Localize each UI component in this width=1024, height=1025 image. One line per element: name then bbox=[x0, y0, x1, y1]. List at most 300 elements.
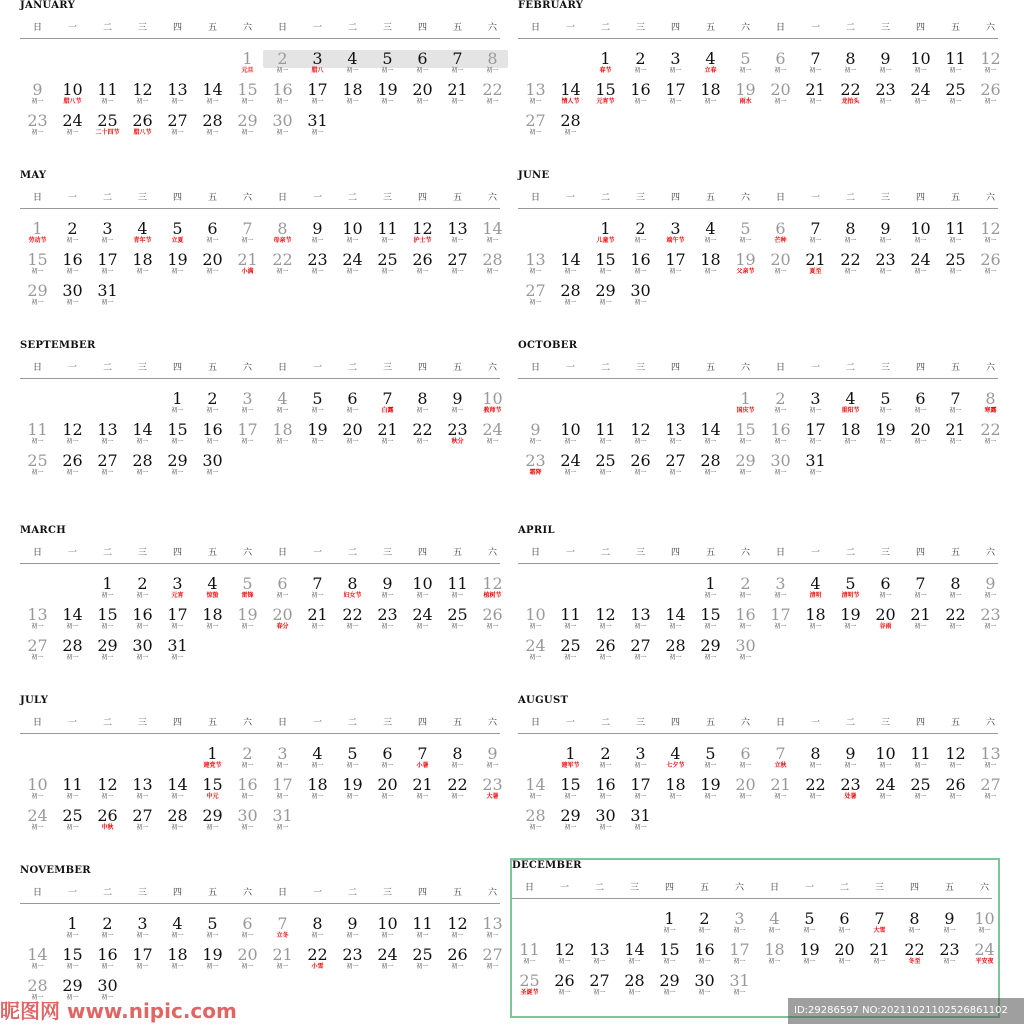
day-cell[interactable] bbox=[405, 251, 440, 281]
day-cell[interactable] bbox=[195, 81, 230, 111]
day-cell[interactable] bbox=[370, 946, 405, 976]
day-cell[interactable] bbox=[125, 807, 160, 837]
day-cell[interactable] bbox=[518, 421, 553, 451]
day-cell[interactable] bbox=[518, 776, 553, 806]
day-cell[interactable] bbox=[588, 637, 623, 667]
day-cell[interactable] bbox=[693, 452, 728, 482]
day-cell[interactable] bbox=[405, 946, 440, 976]
day-cell[interactable] bbox=[763, 390, 798, 420]
day-cell[interactable] bbox=[125, 112, 160, 142]
day-cell[interactable] bbox=[230, 251, 265, 281]
day-cell[interactable] bbox=[763, 606, 798, 636]
day-cell[interactable] bbox=[553, 112, 588, 142]
day-cell[interactable] bbox=[868, 745, 903, 775]
day-cell[interactable] bbox=[300, 575, 335, 605]
day-cell[interactable] bbox=[903, 251, 938, 281]
day-cell[interactable] bbox=[230, 220, 265, 250]
day-cell[interactable] bbox=[55, 946, 90, 976]
day-cell[interactable] bbox=[265, 606, 300, 636]
day-cell[interactable] bbox=[300, 915, 335, 945]
day-cell[interactable] bbox=[300, 421, 335, 451]
day-cell[interactable] bbox=[798, 745, 833, 775]
day-cell[interactable] bbox=[518, 452, 553, 482]
day-cell[interactable] bbox=[195, 220, 230, 250]
day-cell[interactable] bbox=[728, 390, 763, 420]
day-cell[interactable] bbox=[55, 112, 90, 142]
day-cell[interactable] bbox=[798, 452, 833, 482]
day-cell[interactable] bbox=[405, 50, 440, 80]
day-cell[interactable] bbox=[547, 941, 582, 971]
day-cell[interactable] bbox=[195, 251, 230, 281]
day-cell[interactable] bbox=[973, 81, 1008, 111]
day-cell[interactable] bbox=[90, 776, 125, 806]
day-cell[interactable] bbox=[160, 390, 195, 420]
day-cell[interactable] bbox=[20, 452, 55, 482]
day-cell[interactable] bbox=[160, 915, 195, 945]
day-cell[interactable] bbox=[518, 282, 553, 312]
day-cell[interactable] bbox=[897, 941, 932, 971]
day-cell[interactable] bbox=[160, 251, 195, 281]
day-cell[interactable] bbox=[475, 575, 510, 605]
day-cell[interactable] bbox=[652, 972, 687, 1002]
day-cell[interactable] bbox=[125, 251, 160, 281]
day-cell[interactable] bbox=[125, 575, 160, 605]
day-cell[interactable] bbox=[405, 220, 440, 250]
day-cell[interactable] bbox=[588, 606, 623, 636]
day-cell[interactable] bbox=[973, 575, 1008, 605]
day-cell[interactable] bbox=[55, 251, 90, 281]
day-cell[interactable] bbox=[833, 251, 868, 281]
day-cell[interactable] bbox=[160, 606, 195, 636]
day-cell[interactable] bbox=[652, 910, 687, 940]
day-cell[interactable] bbox=[20, 282, 55, 312]
day-cell[interactable] bbox=[658, 81, 693, 111]
day-cell[interactable] bbox=[757, 941, 792, 971]
day-cell[interactable] bbox=[967, 910, 1002, 940]
day-cell[interactable] bbox=[792, 910, 827, 940]
day-cell[interactable] bbox=[623, 251, 658, 281]
day-cell[interactable] bbox=[623, 606, 658, 636]
day-cell[interactable] bbox=[405, 81, 440, 111]
day-cell[interactable] bbox=[160, 575, 195, 605]
day-cell[interactable] bbox=[370, 50, 405, 80]
day-cell[interactable] bbox=[588, 452, 623, 482]
day-cell[interactable] bbox=[90, 575, 125, 605]
day-cell[interactable] bbox=[440, 390, 475, 420]
day-cell[interactable] bbox=[798, 606, 833, 636]
day-cell[interactable] bbox=[687, 941, 722, 971]
day-cell[interactable] bbox=[518, 81, 553, 111]
day-cell[interactable] bbox=[973, 251, 1008, 281]
day-cell[interactable] bbox=[833, 421, 868, 451]
day-cell[interactable] bbox=[265, 112, 300, 142]
day-cell[interactable] bbox=[938, 575, 973, 605]
day-cell[interactable] bbox=[658, 50, 693, 80]
day-cell[interactable] bbox=[90, 112, 125, 142]
day-cell[interactable] bbox=[335, 745, 370, 775]
day-cell[interactable] bbox=[475, 606, 510, 636]
day-cell[interactable] bbox=[405, 776, 440, 806]
day-cell[interactable] bbox=[335, 575, 370, 605]
day-cell[interactable] bbox=[938, 220, 973, 250]
day-cell[interactable] bbox=[518, 251, 553, 281]
day-cell[interactable] bbox=[125, 220, 160, 250]
day-cell[interactable] bbox=[20, 637, 55, 667]
day-cell[interactable] bbox=[967, 941, 1002, 971]
day-cell[interactable] bbox=[300, 946, 335, 976]
day-cell[interactable] bbox=[475, 220, 510, 250]
day-cell[interactable] bbox=[300, 251, 335, 281]
day-cell[interactable] bbox=[20, 776, 55, 806]
day-cell[interactable] bbox=[868, 390, 903, 420]
day-cell[interactable] bbox=[792, 941, 827, 971]
day-cell[interactable] bbox=[973, 745, 1008, 775]
day-cell[interactable] bbox=[20, 220, 55, 250]
day-cell[interactable] bbox=[722, 941, 757, 971]
day-cell[interactable] bbox=[798, 421, 833, 451]
day-cell[interactable] bbox=[833, 606, 868, 636]
day-cell[interactable] bbox=[90, 606, 125, 636]
day-cell[interactable] bbox=[55, 807, 90, 837]
day-cell[interactable] bbox=[623, 637, 658, 667]
day-cell[interactable] bbox=[300, 112, 335, 142]
day-cell[interactable] bbox=[125, 421, 160, 451]
day-cell[interactable] bbox=[55, 282, 90, 312]
day-cell[interactable] bbox=[553, 776, 588, 806]
day-cell[interactable] bbox=[475, 946, 510, 976]
day-cell[interactable] bbox=[370, 251, 405, 281]
day-cell[interactable] bbox=[90, 807, 125, 837]
day-cell[interactable] bbox=[938, 776, 973, 806]
day-cell[interactable] bbox=[938, 251, 973, 281]
day-cell[interactable] bbox=[475, 776, 510, 806]
day-cell[interactable] bbox=[265, 946, 300, 976]
day-cell[interactable] bbox=[833, 220, 868, 250]
day-cell[interactable] bbox=[827, 910, 862, 940]
day-cell[interactable] bbox=[335, 390, 370, 420]
day-cell[interactable] bbox=[798, 81, 833, 111]
day-cell[interactable] bbox=[195, 946, 230, 976]
day-cell[interactable] bbox=[903, 606, 938, 636]
day-cell[interactable] bbox=[160, 220, 195, 250]
day-cell[interactable] bbox=[798, 50, 833, 80]
day-cell[interactable] bbox=[588, 807, 623, 837]
day-cell[interactable] bbox=[693, 251, 728, 281]
day-cell[interactable] bbox=[658, 421, 693, 451]
day-cell[interactable] bbox=[440, 946, 475, 976]
day-cell[interactable] bbox=[370, 606, 405, 636]
day-cell[interactable] bbox=[763, 745, 798, 775]
day-cell[interactable] bbox=[405, 390, 440, 420]
day-cell[interactable] bbox=[553, 251, 588, 281]
day-cell[interactable] bbox=[195, 776, 230, 806]
day-cell[interactable] bbox=[90, 452, 125, 482]
day-cell[interactable] bbox=[265, 745, 300, 775]
day-cell[interactable] bbox=[518, 807, 553, 837]
day-cell[interactable] bbox=[553, 421, 588, 451]
day-cell[interactable] bbox=[160, 421, 195, 451]
day-cell[interactable] bbox=[440, 915, 475, 945]
day-cell[interactable] bbox=[160, 637, 195, 667]
day-cell[interactable] bbox=[370, 776, 405, 806]
day-cell[interactable] bbox=[195, 606, 230, 636]
day-cell[interactable] bbox=[623, 807, 658, 837]
day-cell[interactable] bbox=[658, 452, 693, 482]
day-cell[interactable] bbox=[553, 606, 588, 636]
day-cell[interactable] bbox=[763, 220, 798, 250]
day-cell[interactable] bbox=[903, 745, 938, 775]
day-cell[interactable] bbox=[230, 421, 265, 451]
day-cell[interactable] bbox=[722, 972, 757, 1002]
day-cell[interactable] bbox=[833, 776, 868, 806]
day-cell[interactable] bbox=[160, 776, 195, 806]
day-cell[interactable] bbox=[973, 606, 1008, 636]
day-cell[interactable] bbox=[623, 745, 658, 775]
day-cell[interactable] bbox=[55, 81, 90, 111]
day-cell[interactable] bbox=[90, 81, 125, 111]
day-cell[interactable] bbox=[728, 81, 763, 111]
day-cell[interactable] bbox=[623, 421, 658, 451]
day-cell[interactable] bbox=[125, 946, 160, 976]
day-cell[interactable] bbox=[582, 972, 617, 1002]
day-cell[interactable] bbox=[230, 575, 265, 605]
day-cell[interactable] bbox=[90, 220, 125, 250]
day-cell[interactable] bbox=[728, 50, 763, 80]
day-cell[interactable] bbox=[230, 776, 265, 806]
day-cell[interactable] bbox=[335, 915, 370, 945]
day-cell[interactable] bbox=[938, 606, 973, 636]
day-cell[interactable] bbox=[195, 745, 230, 775]
day-cell[interactable] bbox=[868, 220, 903, 250]
day-cell[interactable] bbox=[588, 251, 623, 281]
day-cell[interactable] bbox=[588, 421, 623, 451]
day-cell[interactable] bbox=[335, 220, 370, 250]
day-cell[interactable] bbox=[195, 421, 230, 451]
day-cell[interactable] bbox=[405, 915, 440, 945]
day-cell[interactable] bbox=[973, 50, 1008, 80]
day-cell[interactable] bbox=[125, 637, 160, 667]
day-cell[interactable] bbox=[90, 637, 125, 667]
day-cell[interactable] bbox=[617, 972, 652, 1002]
day-cell[interactable] bbox=[623, 776, 658, 806]
day-cell[interactable] bbox=[728, 606, 763, 636]
day-cell[interactable] bbox=[973, 421, 1008, 451]
day-cell[interactable] bbox=[370, 220, 405, 250]
day-cell[interactable] bbox=[973, 220, 1008, 250]
day-cell[interactable] bbox=[763, 575, 798, 605]
day-cell[interactable] bbox=[230, 112, 265, 142]
day-cell[interactable] bbox=[903, 50, 938, 80]
day-cell[interactable] bbox=[932, 941, 967, 971]
day-cell[interactable] bbox=[518, 112, 553, 142]
day-cell[interactable] bbox=[553, 452, 588, 482]
day-cell[interactable] bbox=[300, 390, 335, 420]
day-cell[interactable] bbox=[55, 606, 90, 636]
day-cell[interactable] bbox=[932, 910, 967, 940]
day-cell[interactable] bbox=[658, 606, 693, 636]
day-cell[interactable] bbox=[20, 112, 55, 142]
day-cell[interactable] bbox=[687, 972, 722, 1002]
day-cell[interactable] bbox=[370, 915, 405, 945]
day-cell[interactable] bbox=[160, 81, 195, 111]
day-cell[interactable] bbox=[230, 745, 265, 775]
day-cell[interactable] bbox=[195, 575, 230, 605]
day-cell[interactable] bbox=[335, 606, 370, 636]
day-cell[interactable] bbox=[833, 390, 868, 420]
day-cell[interactable] bbox=[868, 575, 903, 605]
day-cell[interactable] bbox=[757, 910, 792, 940]
day-cell[interactable] bbox=[405, 606, 440, 636]
day-cell[interactable] bbox=[475, 745, 510, 775]
day-cell[interactable] bbox=[547, 972, 582, 1002]
day-cell[interactable] bbox=[588, 745, 623, 775]
day-cell[interactable] bbox=[90, 421, 125, 451]
day-cell[interactable] bbox=[265, 81, 300, 111]
day-cell[interactable] bbox=[405, 745, 440, 775]
day-cell[interactable] bbox=[475, 81, 510, 111]
day-cell[interactable] bbox=[440, 251, 475, 281]
day-cell[interactable] bbox=[370, 745, 405, 775]
day-cell[interactable] bbox=[868, 776, 903, 806]
day-cell[interactable] bbox=[938, 390, 973, 420]
day-cell[interactable] bbox=[588, 81, 623, 111]
day-cell[interactable] bbox=[862, 910, 897, 940]
day-cell[interactable] bbox=[125, 606, 160, 636]
day-cell[interactable] bbox=[55, 776, 90, 806]
day-cell[interactable] bbox=[728, 575, 763, 605]
day-cell[interactable] bbox=[693, 606, 728, 636]
day-cell[interactable] bbox=[763, 776, 798, 806]
day-cell[interactable] bbox=[300, 745, 335, 775]
day-cell[interactable] bbox=[512, 941, 547, 971]
day-cell[interactable] bbox=[265, 390, 300, 420]
day-cell[interactable] bbox=[300, 220, 335, 250]
day-cell[interactable] bbox=[230, 50, 265, 80]
day-cell[interactable] bbox=[763, 81, 798, 111]
day-cell[interactable] bbox=[798, 251, 833, 281]
day-cell[interactable] bbox=[195, 112, 230, 142]
day-cell[interactable] bbox=[693, 421, 728, 451]
day-cell[interactable] bbox=[440, 606, 475, 636]
day-cell[interactable] bbox=[553, 745, 588, 775]
day-cell[interactable] bbox=[90, 251, 125, 281]
day-cell[interactable] bbox=[868, 251, 903, 281]
day-cell[interactable] bbox=[440, 81, 475, 111]
day-cell[interactable] bbox=[763, 50, 798, 80]
day-cell[interactable] bbox=[728, 251, 763, 281]
day-cell[interactable] bbox=[833, 81, 868, 111]
day-cell[interactable] bbox=[55, 637, 90, 667]
day-cell[interactable] bbox=[90, 915, 125, 945]
day-cell[interactable] bbox=[658, 220, 693, 250]
day-cell[interactable] bbox=[868, 421, 903, 451]
day-cell[interactable] bbox=[617, 941, 652, 971]
day-cell[interactable] bbox=[230, 915, 265, 945]
day-cell[interactable] bbox=[903, 220, 938, 250]
day-cell[interactable] bbox=[623, 220, 658, 250]
day-cell[interactable] bbox=[20, 81, 55, 111]
day-cell[interactable] bbox=[55, 220, 90, 250]
day-cell[interactable] bbox=[658, 251, 693, 281]
day-cell[interactable] bbox=[658, 745, 693, 775]
day-cell[interactable] bbox=[512, 972, 547, 1002]
day-cell[interactable] bbox=[728, 452, 763, 482]
day-cell[interactable] bbox=[265, 807, 300, 837]
day-cell[interactable] bbox=[440, 220, 475, 250]
day-cell[interactable] bbox=[868, 606, 903, 636]
day-cell[interactable] bbox=[20, 421, 55, 451]
day-cell[interactable] bbox=[862, 941, 897, 971]
day-cell[interactable] bbox=[265, 776, 300, 806]
day-cell[interactable] bbox=[335, 776, 370, 806]
day-cell[interactable] bbox=[798, 220, 833, 250]
day-cell[interactable] bbox=[195, 452, 230, 482]
day-cell[interactable] bbox=[868, 81, 903, 111]
day-cell[interactable] bbox=[588, 50, 623, 80]
day-cell[interactable] bbox=[230, 807, 265, 837]
day-cell[interactable] bbox=[588, 220, 623, 250]
day-cell[interactable] bbox=[265, 575, 300, 605]
day-cell[interactable] bbox=[230, 390, 265, 420]
day-cell[interactable] bbox=[265, 421, 300, 451]
day-cell[interactable] bbox=[335, 946, 370, 976]
day-cell[interactable] bbox=[652, 941, 687, 971]
day-cell[interactable] bbox=[687, 910, 722, 940]
day-cell[interactable] bbox=[125, 776, 160, 806]
day-cell[interactable] bbox=[903, 776, 938, 806]
day-cell[interactable] bbox=[693, 575, 728, 605]
day-cell[interactable] bbox=[582, 941, 617, 971]
day-cell[interactable] bbox=[623, 81, 658, 111]
day-cell[interactable] bbox=[370, 390, 405, 420]
day-cell[interactable] bbox=[160, 112, 195, 142]
day-cell[interactable] bbox=[798, 776, 833, 806]
day-cell[interactable] bbox=[728, 421, 763, 451]
day-cell[interactable] bbox=[938, 421, 973, 451]
day-cell[interactable] bbox=[903, 390, 938, 420]
day-cell[interactable] bbox=[370, 81, 405, 111]
day-cell[interactable] bbox=[440, 745, 475, 775]
day-cell[interactable] bbox=[868, 50, 903, 80]
day-cell[interactable] bbox=[20, 606, 55, 636]
day-cell[interactable] bbox=[300, 776, 335, 806]
day-cell[interactable] bbox=[370, 421, 405, 451]
day-cell[interactable] bbox=[938, 81, 973, 111]
day-cell[interactable] bbox=[693, 81, 728, 111]
day-cell[interactable] bbox=[693, 220, 728, 250]
day-cell[interactable] bbox=[728, 220, 763, 250]
day-cell[interactable] bbox=[265, 915, 300, 945]
day-cell[interactable] bbox=[588, 776, 623, 806]
day-cell[interactable] bbox=[440, 776, 475, 806]
day-cell[interactable] bbox=[230, 606, 265, 636]
day-cell[interactable] bbox=[265, 50, 300, 80]
day-cell[interactable] bbox=[693, 50, 728, 80]
day-cell[interactable] bbox=[335, 421, 370, 451]
day-cell[interactable] bbox=[265, 251, 300, 281]
day-cell[interactable] bbox=[903, 575, 938, 605]
day-cell[interactable] bbox=[763, 421, 798, 451]
day-cell[interactable] bbox=[475, 915, 510, 945]
day-cell[interactable] bbox=[300, 606, 335, 636]
day-cell[interactable] bbox=[518, 606, 553, 636]
day-cell[interactable] bbox=[20, 807, 55, 837]
day-cell[interactable] bbox=[160, 946, 195, 976]
day-cell[interactable] bbox=[195, 807, 230, 837]
day-cell[interactable] bbox=[195, 390, 230, 420]
day-cell[interactable] bbox=[722, 910, 757, 940]
day-cell[interactable] bbox=[440, 575, 475, 605]
